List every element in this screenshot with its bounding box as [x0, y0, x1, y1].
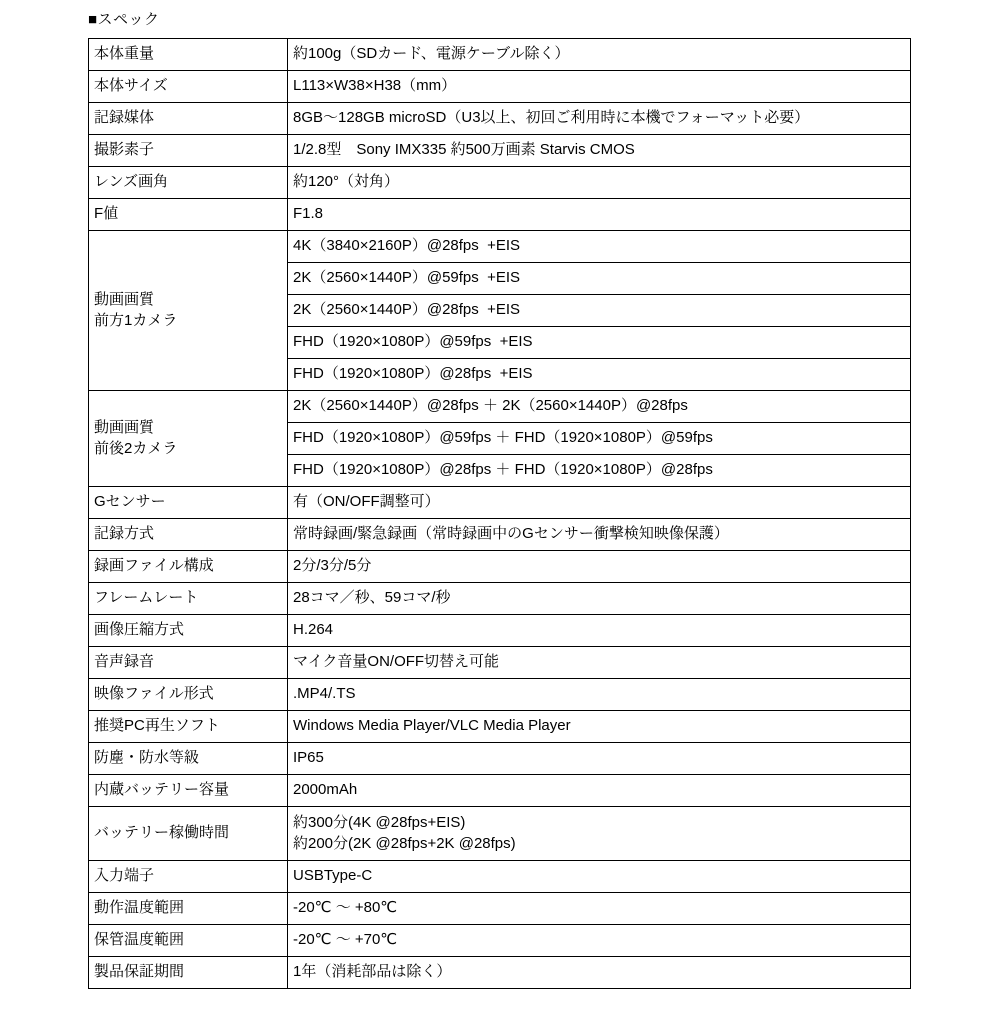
spec-label: 本体重量 [89, 39, 288, 71]
spec-table [88, 38, 911, 989]
table-row [89, 487, 911, 519]
spec-value: 約300分(4K @28fps+EIS) 約200分(2K @28fps+2K @28fps) [288, 807, 911, 861]
spec-label: 保管温度範囲 [89, 925, 288, 957]
spec-value: 約120°（対角） [288, 167, 911, 199]
spec-value: 8GB～128GB microSD（U3以上、初回ご利用時に本機でフォーマット必要） [288, 103, 911, 135]
table-row [89, 519, 911, 551]
spec-value: 常時録画/緊急録画（常時録画中のGセンサー衝撃検知映像保護） [288, 519, 911, 551]
table-row [89, 615, 911, 647]
spec-value: 2分/3分/5分 [288, 551, 911, 583]
spec-value: USBType-C [288, 861, 911, 893]
spec-value: 28コマ／秒、59コマ/秒 [288, 583, 911, 615]
spec-label: 動作温度範囲 [89, 893, 288, 925]
spec-label: 製品保証期間 [89, 957, 288, 989]
spec-label: 記録方式 [89, 519, 288, 551]
spec-label: レンズ画角 [89, 167, 288, 199]
table-row [89, 743, 911, 775]
spec-value: FHD（1920×1080P）@28fps ＋ FHD（1920×1080P）@28fps [288, 455, 911, 487]
spec-value: 2000mAh [288, 775, 911, 807]
table-row [89, 775, 911, 807]
spec-label: 記録媒体 [89, 103, 288, 135]
table-row [89, 861, 911, 893]
spec-label: 防塵・防水等級 [89, 743, 288, 775]
table-row [89, 39, 911, 71]
spec-label: 音声録音 [89, 647, 288, 679]
spec-label: F値 [89, 199, 288, 231]
table-row [89, 103, 911, 135]
spec-label: 本体サイズ [89, 71, 288, 103]
spec-label: 撮影素子 [89, 135, 288, 167]
spec-label: バッテリー稼働時間 [89, 807, 288, 861]
spec-label: 推奨PC再生ソフト [89, 711, 288, 743]
spec-value: 2K（2560×1440P）@28fps +EIS [288, 295, 911, 327]
table-row [89, 925, 911, 957]
spec-label: 映像ファイル形式 [89, 679, 288, 711]
spec-value: IP65 [288, 743, 911, 775]
table-row [89, 231, 911, 263]
table-row [89, 71, 911, 103]
spec-value: F1.8 [288, 199, 911, 231]
spec-label: 入力端子 [89, 861, 288, 893]
page-title: ■スペック [88, 11, 160, 28]
table-row [89, 679, 911, 711]
spec-label: 動画画質 前後2カメラ [89, 391, 288, 487]
spec-value: 有（ON/OFF調整可） [288, 487, 911, 519]
table-row [89, 135, 911, 167]
spec-value: -20℃ ～ +70℃ [288, 925, 911, 957]
spec-label: 動画画質 前方1カメラ [89, 231, 288, 391]
spec-value: FHD（1920×1080P）@28fps +EIS [288, 359, 911, 391]
spec-value: マイク音量ON/OFF切替え可能 [288, 647, 911, 679]
table-row [89, 167, 911, 199]
spec-label: 録画ファイル構成 [89, 551, 288, 583]
spec-value: L113×W38×H38（mm） [288, 71, 911, 103]
table-row [89, 551, 911, 583]
spec-value: .MP4/.TS [288, 679, 911, 711]
spec-value: -20℃ ～ +80℃ [288, 893, 911, 925]
spec-value: H.264 [288, 615, 911, 647]
table-row [89, 893, 911, 925]
spec-value: 約100g（SDカード、電源ケーブル除く） [288, 39, 911, 71]
spec-value: 1年（消耗部品は除く） [288, 957, 911, 989]
spec-label: フレームレート [89, 583, 288, 615]
table-row [89, 807, 911, 861]
spec-label: 内蔵バッテリー容量 [89, 775, 288, 807]
spec-value: 4K（3840×2160P）@28fps +EIS [288, 231, 911, 263]
table-row [89, 711, 911, 743]
table-row [89, 647, 911, 679]
table-row [89, 199, 911, 231]
spec-value: FHD（1920×1080P）@59fps +EIS [288, 327, 911, 359]
table-row [89, 583, 911, 615]
table-row [89, 391, 911, 423]
spec-value: FHD（1920×1080P）@59fps ＋ FHD（1920×1080P）@59fps [288, 423, 911, 455]
spec-value: Windows Media Player/VLC Media Player [288, 711, 911, 743]
spec-label: Gセンサー [89, 487, 288, 519]
spec-value: 2K（2560×1440P）@59fps +EIS [288, 263, 911, 295]
spec-value: 1/2.8型 Sony IMX335 約500万画素 Starvis CMOS [288, 135, 911, 167]
table-row [89, 957, 911, 989]
spec-label: 画像圧縮方式 [89, 615, 288, 647]
spec-value: 2K（2560×1440P）@28fps ＋ 2K（2560×1440P）@28fps [288, 391, 911, 423]
